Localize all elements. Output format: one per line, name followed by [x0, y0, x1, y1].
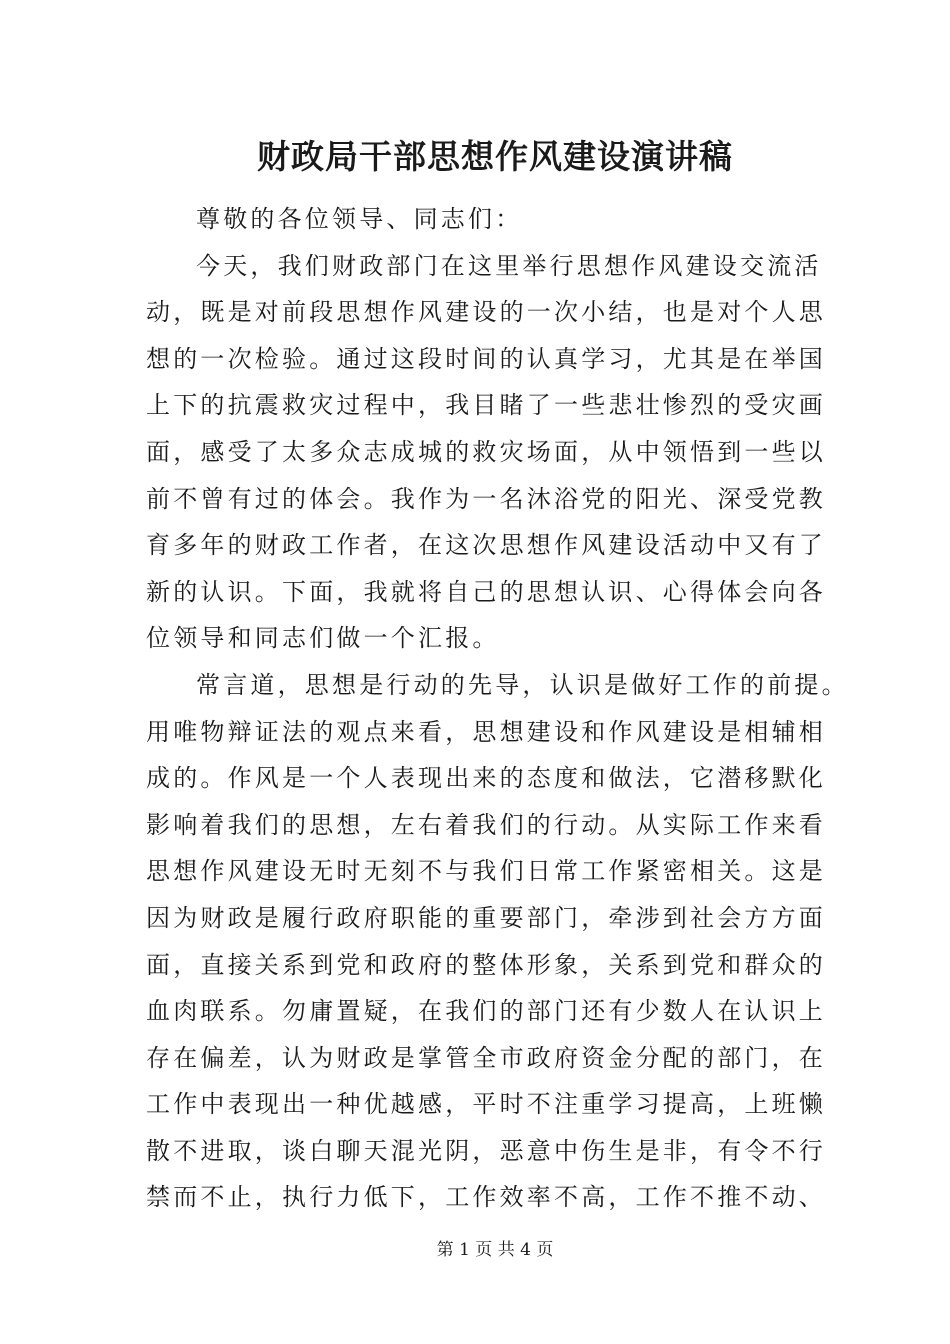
text-line: 想的一次检验。通过这段时间的认真学习，尤其是在举国 [146, 344, 826, 373]
text-line: 常言道，思想是行动的先导，认识是做好工作的前提。 [196, 670, 849, 699]
document-body [146, 196, 849, 1221]
text-line: 血肉联系。勿庸置疑，在我们的部门还有少数人在认识上 [146, 997, 826, 1026]
text-line: 新的认识。下面，我就将自己的思想认识、心得体会向各 [146, 577, 826, 606]
text-line: 因为财政是履行政府职能的重要部门，牵涉到社会方方面 [146, 903, 826, 932]
text-line: 散不进取，谈白聊天混光阴，恶意中伤生是非，有令不行 [146, 1136, 826, 1165]
text-line: 禁而不止，执行力低下，工作效率不高，工作不推不动、 [146, 1183, 826, 1212]
document-title: 财政局干部思想作风建设演讲稿 [257, 137, 733, 176]
text-line: 今天，我们财政部门在这里举行思想作风建设交流活 [196, 251, 822, 280]
text-line: 上下的抗震救灾过程中，我目睹了一些悲壮惨烈的受灾画 [146, 391, 826, 420]
text-line: 影响着我们的思想，左右着我们的行动。从实际工作来看 [146, 810, 826, 839]
text-line: 动，既是对前段思想作风建设的一次小结，也是对个人思 [146, 298, 826, 327]
text-line: 思想作风建设无时无刻不与我们日常工作紧密相关。这是 [146, 857, 826, 886]
page-number-footer: 第 1 页 共 4 页 [436, 1240, 554, 1260]
text-line: 位领导和同志们做一个汇报。 [146, 624, 500, 653]
salutation-line: 尊敬的各位领导、同志们： [196, 205, 523, 233]
text-line: 成的。作风是一个人表现出来的态度和做法，它潜移默化 [146, 764, 826, 793]
text-line: 育多年的财政工作者，在这次思想作风建设活动中又有了 [146, 531, 826, 560]
text-line: 用唯物辩证法的观点来看，思想建设和作风建设是相辅相 [146, 717, 826, 746]
text-line: 面，感受了太多众志成城的救灾场面，从中领悟到一些以 [146, 437, 826, 466]
text-line: 前不曾有过的体会。我作为一名沐浴党的阳光、深受党教 [146, 484, 826, 513]
text-line: 工作中表现出一种优越感，平时不注重学习提高，上班懒 [146, 1090, 826, 1119]
text-line: 存在偏差，认为财政是掌管全市政府资金分配的部门，在 [146, 1043, 826, 1072]
text-line: 面，直接关系到党和政府的整体形象，关系到党和群众的 [146, 950, 826, 979]
